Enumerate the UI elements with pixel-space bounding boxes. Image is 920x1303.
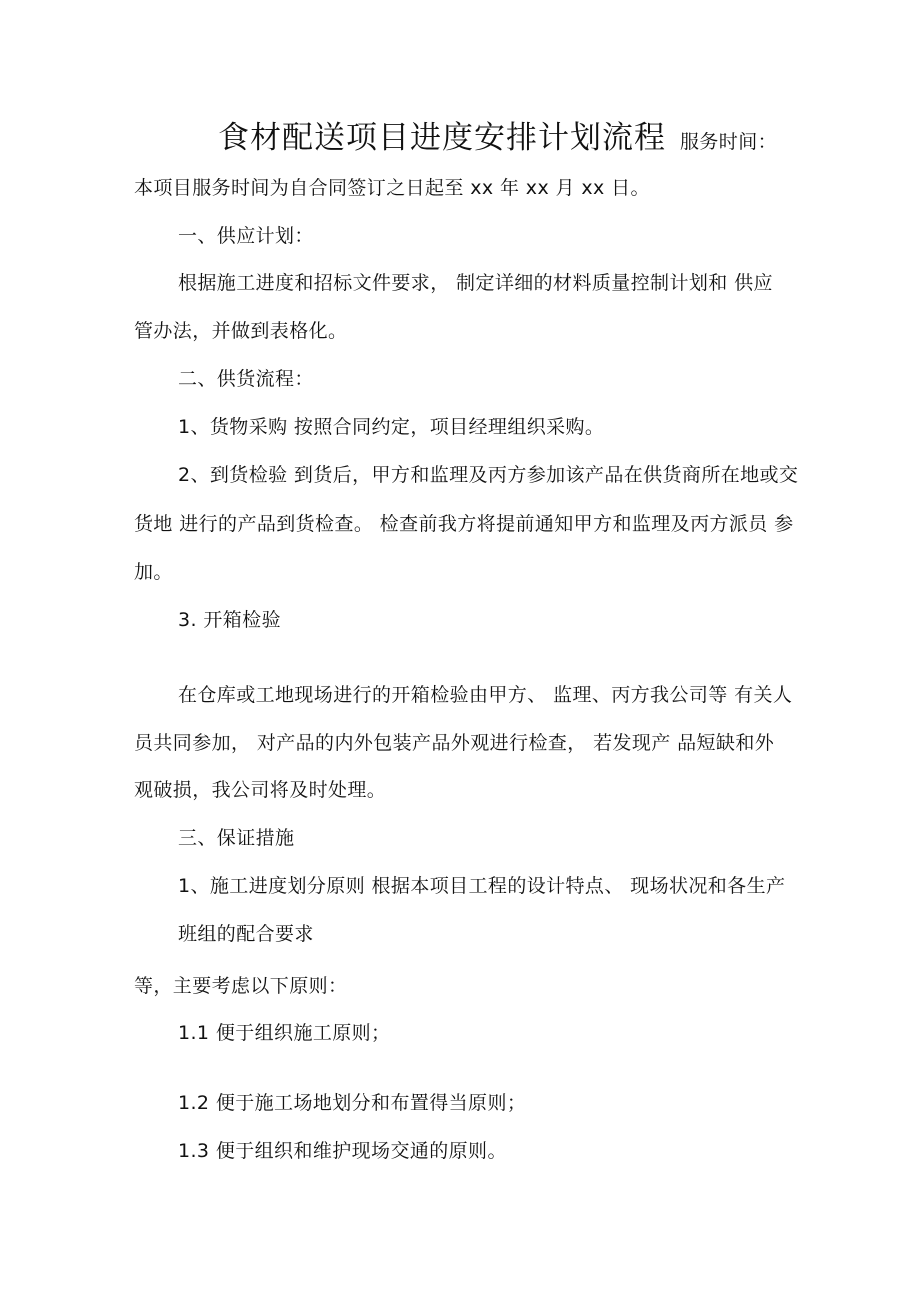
- paragraph-line: 1、施工进度划分原则 根据本项目工程的设计特点、 现场状况和各生产: [178, 875, 786, 897]
- paragraph-line: 1、货物采购 按照合同约定，项目经理组织采购。: [178, 416, 605, 438]
- paragraph-line: 2、到货检验 到货后，甲方和监理及丙方参加该产品在供货商所在地或交: [178, 464, 799, 486]
- service-time-label: 服务时间：: [680, 131, 778, 153]
- paragraph-line: 等，主要考虑以下原则：: [134, 975, 348, 997]
- paragraph-line: 员共同参加， 对产品的内外包装产品外观进行检查， 若发现产 品短缺和外: [134, 732, 775, 754]
- list-item: 1.3 便于组织和维护现场交通的原则。: [178, 1140, 507, 1162]
- paragraph-line: 加。: [134, 561, 173, 583]
- paragraph-line: 根据施工进度和招标文件要求， 制定详细的材料质量控制计划和 供应: [178, 272, 773, 294]
- paragraph-line: 班组的配合要求: [178, 923, 314, 945]
- section-heading: 一、供应计划：: [178, 225, 314, 247]
- subsection-heading: 3. 开箱检验: [178, 609, 281, 631]
- paragraph-line: 观破损，我公司将及时处理。: [134, 779, 387, 801]
- section-heading: 三、保证措施: [178, 827, 295, 849]
- list-item: 1.1 便于组织施工原则；: [178, 1022, 391, 1044]
- section-heading: 二、供货流程：: [178, 368, 314, 390]
- document-title: 食材配送项目进度安排计划流程: [218, 120, 666, 156]
- list-item: 1.2 便于施工场地划分和布置得当原则；: [178, 1092, 527, 1114]
- paragraph-line: 货地 进行的产品到货检查。 检查前我方将提前通知甲方和监理及丙方派员 参: [134, 513, 794, 535]
- title-row: [218, 118, 777, 162]
- paragraph-line: 在仓库或工地现场进行的开箱检验由甲方、 监理、丙方我公司等 有关人: [178, 684, 793, 706]
- paragraph-line: 本项目服务时间为自合同签订之日起至 xx 年 xx 月 xx 日。: [134, 177, 650, 199]
- paragraph-line: 管办法，并做到表格化。: [134, 320, 348, 342]
